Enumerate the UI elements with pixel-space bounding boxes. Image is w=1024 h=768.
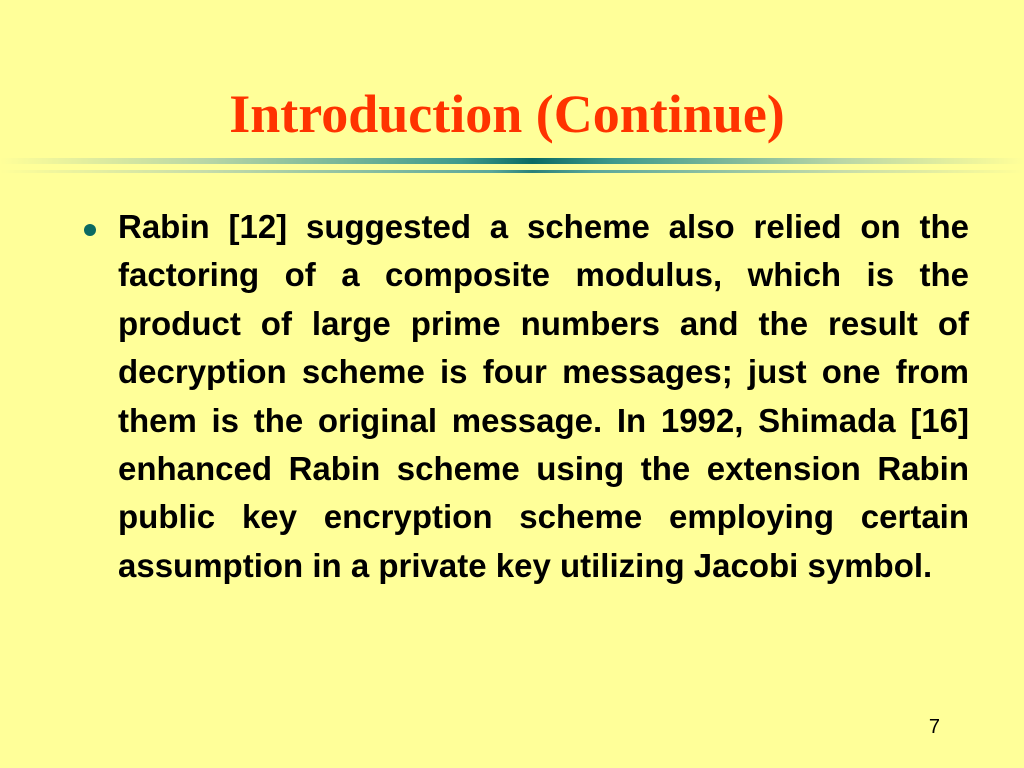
title-divider-top (0, 158, 1024, 164)
title-divider-bottom (0, 170, 1024, 173)
bullet-item (118, 203, 969, 590)
bullet-text: Rabin [12] suggested a scheme also relied on the factoring of a composite modulus, which is the product of large prime numbers and the result of decryption scheme is four messages; just one from them is the original message. In 1992, Shimada [16] enhanced Rabin scheme using the extension Rabin public key encryption scheme employing certain assumption in a private key utilizing Jacobi symbol. (118, 208, 969, 584)
bullet-dot-icon (84, 224, 96, 236)
page-number: 7 (928, 716, 940, 738)
slide-title: Introduction (Continue) (229, 84, 785, 144)
